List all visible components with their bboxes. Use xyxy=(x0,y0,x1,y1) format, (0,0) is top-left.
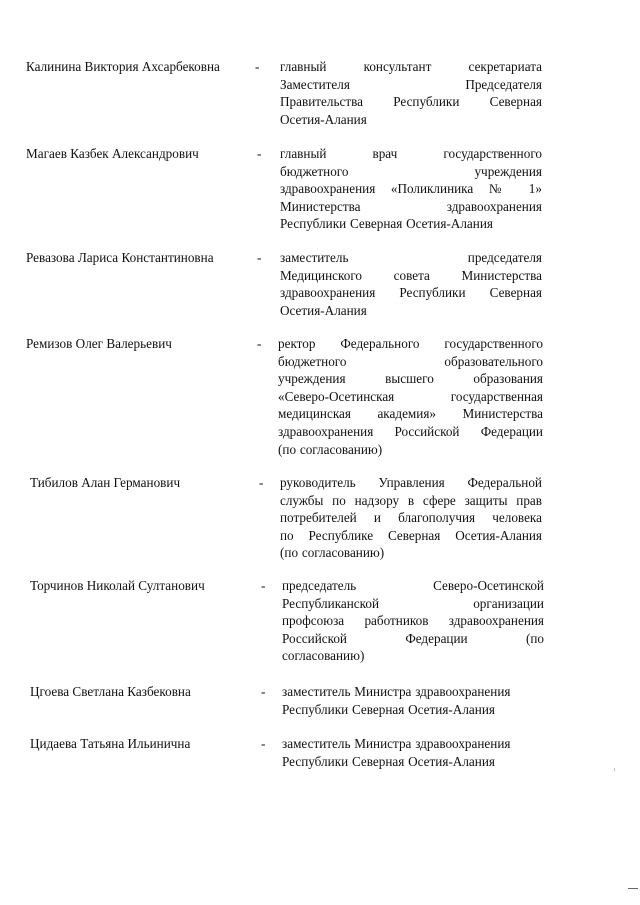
role-line: бюджетного образовательного xyxy=(278,353,543,369)
role-line: Осетия-Алания xyxy=(280,302,367,318)
member-name: Ремизов Олег Валерьевич xyxy=(26,336,172,351)
role-line: согласованию) xyxy=(282,648,365,664)
member-role xyxy=(282,735,544,770)
role-line: профсоюза работников здравоохранения xyxy=(282,613,544,629)
member-dash: - xyxy=(259,475,264,490)
role-line: Заместителя Председателя xyxy=(280,76,542,92)
member-role xyxy=(280,249,542,319)
role-line: потребителей и благополучия человека xyxy=(280,510,542,526)
member-dash: - xyxy=(257,336,262,351)
member-role xyxy=(278,335,543,458)
role-line: здравоохранения Российской Федерации xyxy=(278,423,543,439)
member-name: Магаев Казбек Александрович xyxy=(26,146,199,161)
role-line: Медицинского совета Министерства xyxy=(280,267,542,283)
role-line: службы по надзору в сфере защиты прав xyxy=(280,492,542,508)
member-role xyxy=(282,577,544,665)
role-line: Министерства здравоохранения xyxy=(280,198,542,214)
role-line: (по согласованию) xyxy=(278,441,383,457)
role-line: заместитель председателя xyxy=(280,250,542,265)
role-line: бюджетного учреждения xyxy=(280,163,542,179)
role-line: главный врач государственного xyxy=(280,146,542,161)
role-line: по Республике Северная Осетия-Алания xyxy=(280,527,542,543)
role-line: руководитель Управления Федеральной xyxy=(280,475,542,490)
role-line: учреждения высшего образования xyxy=(278,371,543,387)
member-role xyxy=(282,683,544,718)
role-line: Правительства Республики Северная xyxy=(280,94,542,110)
role-line: (по согласованию) xyxy=(280,545,385,561)
role-line: заместитель Министра здравоохранения xyxy=(282,736,511,751)
role-line: медицинская академия» Министерства xyxy=(278,406,543,422)
member-role xyxy=(280,474,542,562)
member-name: Ревазова Лариса Константиновна xyxy=(26,250,214,265)
member-dash: - xyxy=(257,146,262,161)
role-line: председатель Северо-Осетинской xyxy=(282,578,544,593)
role-line: Российской Федерации (по xyxy=(282,630,544,646)
member-dash: - xyxy=(261,684,266,699)
member-name: Калинина Виктория Ахсарбековна xyxy=(26,59,220,74)
member-dash: - xyxy=(255,59,260,74)
member-role xyxy=(280,58,542,128)
role-line: здравоохранения Республики Северная xyxy=(280,285,542,301)
member-name: Тибилов Алан Германович xyxy=(30,475,181,490)
role-line: «Северо-Осетинская государственная xyxy=(278,388,543,404)
member-dash: - xyxy=(261,736,266,751)
member-name: Торчинов Николай Султанович xyxy=(30,578,205,593)
role-line: здравоохранения «Поликлиника № 1» xyxy=(280,181,542,197)
member-dash: - xyxy=(257,250,262,265)
role-line: главный консультант секретариата xyxy=(280,59,542,74)
role-line: Республики Северная Осетия-Алания xyxy=(280,216,493,232)
member-name: Цгоева Светлана Казбековна xyxy=(30,684,191,699)
role-line: Республики Северная Осетия-Алания xyxy=(282,701,495,717)
role-line: Республики Северная Осетия-Алания xyxy=(282,753,495,769)
member-name: Цидаева Татьяна Ильинична xyxy=(30,736,191,751)
role-line: Республиканской организации xyxy=(282,595,544,611)
role-line: ректор Федерального государственного xyxy=(278,336,543,351)
role-line: заместитель Министра здравоохранения xyxy=(282,684,511,699)
role-line: Осетия-Алания xyxy=(280,111,367,127)
scan-speck xyxy=(614,768,615,771)
member-dash: - xyxy=(261,578,266,593)
scan-edge-mark xyxy=(628,888,638,889)
member-role xyxy=(280,145,542,233)
